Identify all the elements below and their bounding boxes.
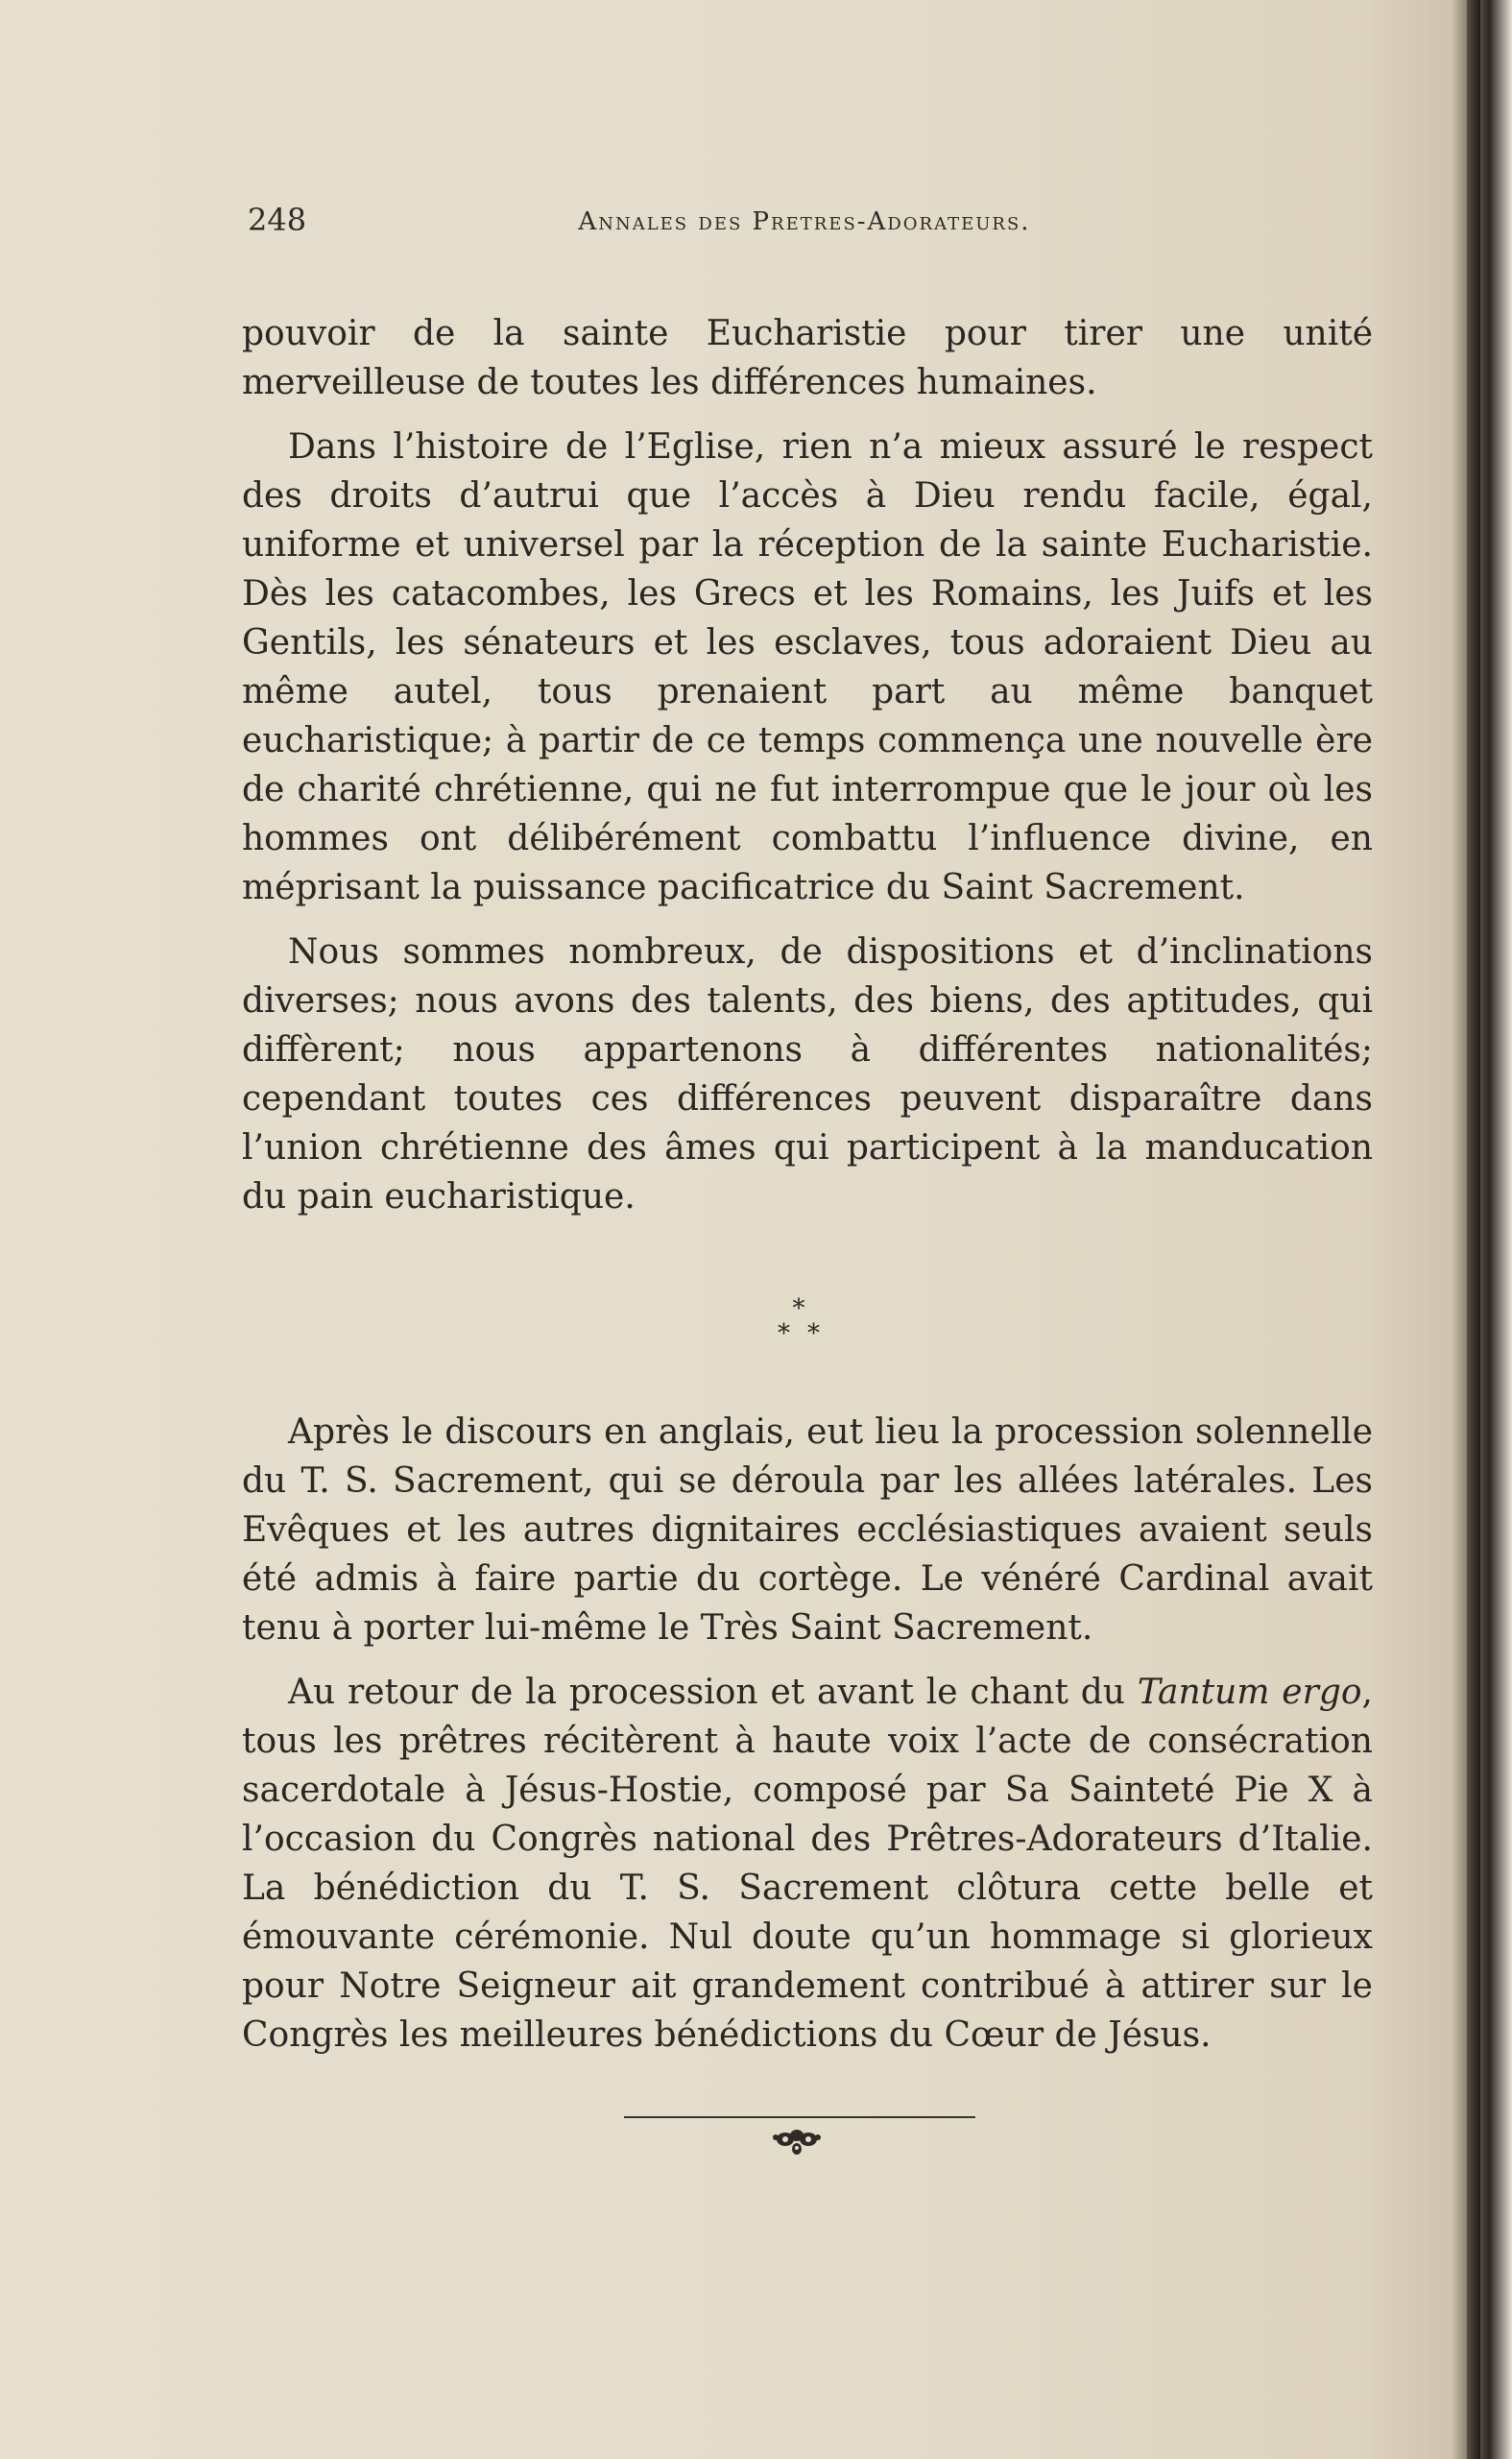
paragraph-tantum-ergo bbox=[242, 1668, 1373, 2060]
paragraph-text-end: , tous les prêtres récitèrent à haute voix l’acte de consécration sacerdotale à Jésus-Hostie, composé par Sa Sainteté Pie X à l’occasion du Congrès national des Prêtres-Adorateurs d’Italie. La bénédiction du T. S. Sacrement clôtura cette belle et émouvante cérémonie. Nul doute qu’un hommage si glorieux pour Notre Seigneur ait grandement contribué à attirer sur le Congrès les meilleures bénédictions du Cœur de Jésus. bbox=[242, 1673, 1373, 2055]
asterism-divider bbox=[242, 1296, 1373, 1346]
end-rule bbox=[624, 2116, 975, 2118]
page-header bbox=[248, 202, 1361, 250]
book-spine-shadow bbox=[1467, 0, 1480, 2459]
paragraph-nombreux: Nous sommes nombreux, de dispositions et d’inclinations diverses; nous avons des talents, des biens, des aptitudes, qui diffèrent; nous appartenons à différentes nationalités; cependant toutes ces différences peuvent disparaître dans l’union chrétienne des âmes qui participent à la manducation du pain eucharistique. bbox=[242, 932, 1373, 1217]
asterism-bottom: ** bbox=[778, 1319, 837, 1348]
paragraph-text-start: Au retour de la procession et avant le chant du bbox=[288, 1673, 1138, 1712]
italic-title: Tantum ergo bbox=[1137, 1673, 1362, 1712]
paragraph-procession: Après le discours en anglais, eut lieu la procession solennelle du T. S. Sacrement, qui se déroula par les allées latérales. Les Evêques et les autres dignitaires ecclésiastiques avaient seuls été admis à faire partie du cortège. Le vénéré Cardinal avait tenu à porter lui-même le Très Saint Sacrement. bbox=[242, 1412, 1373, 1648]
paragraph-continued: pouvoir de la sainte Eucharistie pour tirer une unité merveilleuse de toutes les différences humaines. bbox=[242, 314, 1373, 402]
running-head: Annales des Pretres-Adorateurs. bbox=[578, 207, 1031, 236]
fleuron-ornament-icon bbox=[758, 2124, 835, 2162]
asterism-top: * bbox=[792, 1294, 823, 1323]
page-body bbox=[242, 309, 1373, 2075]
paragraph-eglise: Dans l’histoire de l’Eglise, rien n’a mieux assuré le respect des droits d’autrui que l’accès à Dieu rendu facile, égal, uniforme et universel par la réception de la sainte Eucharistie. Dès les catacombes, les Grecs et les Romains, les Juifs et les Gentils, les sénateurs et les esclaves, tous adoraient Dieu au même autel, tous prenaient part au même banquet eucharistique; à partir de ce temps commença une nouvelle ère de charité chrétienne, qui ne fut interrompue que le jour où les hommes ont délibérément combattu l’influence divine, en méprisant la puissance pacificatrice du Saint Sacrement. bbox=[242, 427, 1373, 907]
page-number: 248 bbox=[248, 202, 307, 238]
